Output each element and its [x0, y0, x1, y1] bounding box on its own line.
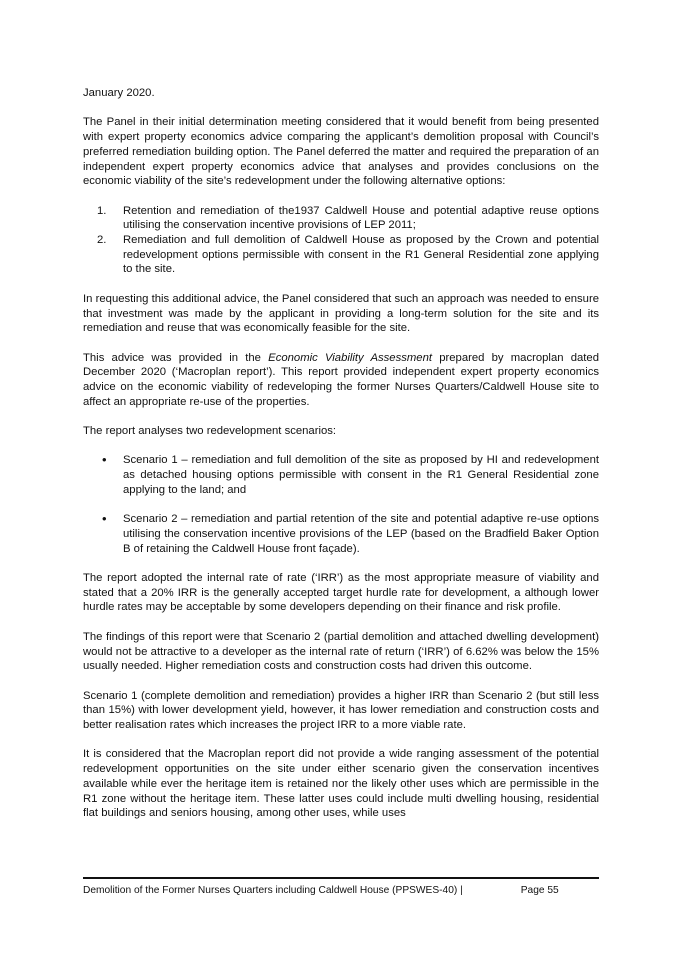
- page-number: Page 55: [520, 885, 559, 896]
- footer-divider: [83, 877, 599, 879]
- scenarios-list: [83, 453, 599, 556]
- paragraph-panel-determination: The Panel in their initial determination meeting considered that it would benefit from being presented with expert property economics advice comparing the applicant’s demolition proposal with Council’s preferred remediation building option. The Panel deferred the matter and required the preparation of an independent expert property economics advice that analyses and provides conclusions on the economic viability of the site’s redevelopment under the following alternative options:: [83, 116, 599, 188]
- list-item: [83, 453, 599, 497]
- list-item: [83, 512, 599, 556]
- paragraph-scenario-1: Scenario 1 (complete demolition and remediation) provides a higher IRR than Scenario 2 (but still less than 15%) with lower development yield, however, it has lower remediation and construction costs and better realisation rates which increases the project IRR to a more viable rate.: [83, 689, 599, 732]
- list-item-text: Scenario 2 – remediation and partial retention of the site and potential adaptive re-use options utilising the conservation incentive provisions of the LEP (based on the Bradfield Baker Option B of retaining the Caldwell House front façade).: [123, 513, 599, 555]
- list-item-text: Remediation and full demolition of Caldwell House as proposed by the Crown and potential redevelopment options permissible with consent in the R1 General Residential zone applying to the site.: [123, 234, 599, 276]
- paragraph-date: January 2020.: [83, 87, 155, 99]
- page-footer: [83, 884, 599, 897]
- list-item-text: Scenario 1 – remediation and full demolition of the site as proposed by HI and redevelopment as detached housing options permissible with consent in the R1 General Residential zone applying to the land; and: [123, 454, 599, 496]
- paragraph-findings: The findings of this report were that Scenario 2 (partial demolition and attached dwelling development) would not be attractive to a developer as the internal rate of return (‘IRR’) of 6.62% was below the 15% usually needed. Higher remediation costs and construction costs had driven this outcome.: [83, 630, 599, 673]
- list-item: [83, 204, 599, 233]
- list-item-text: Retention and remediation of the1937 Caldwell House and potential adaptive reuse options utilising the conservation incentive provisions of LEP 2011;: [123, 204, 599, 232]
- paragraph-scenarios-intro: The report analyses two redevelopment scenarios:: [83, 425, 337, 438]
- bullet-icon: •: [102, 511, 107, 527]
- paragraph-assessment: It is considered that the Macroplan report did not provide a wide ranging assessment of the potential redevelopment opportunities on the site under either scenario given the conservation incentives available while ever the heritage item is retained nor the likely other uses which are permissible in the R1 zone without the heritage item. These latter uses could include multi dwelling housing, residential flat buildings and seniors housing, among other uses, while uses: [83, 748, 599, 820]
- document-body: [83, 86, 599, 836]
- text-run: This advice was provided in the: [83, 351, 269, 364]
- list-item: [83, 233, 599, 277]
- report-title: Economic Viability Assessment: [268, 351, 432, 364]
- paragraph-additional-advice: In requesting this additional advice, the Panel considered that such an approach was needed to ensure that investment was made by the applicant in providing a long-term solution for the site and its remediation and reuse that was economically feasible for the site.: [83, 292, 599, 335]
- paragraph-irr-measure: The report adopted the internal rate of rate (‘IRR’) as the most appropriate measure of viability and stated that a 20% IRR is the generally accepted target hurdle rate for development, a although lower hurdle rates may be acceptable by some developers depending on their finance and risk profile.: [83, 572, 599, 614]
- bullet-icon: •: [102, 452, 107, 468]
- list-number: 2.: [97, 234, 107, 246]
- text-run: prepared by macroplan dated December 2020 (‘Macroplan report’). This report provided independent expert property economics advice on the economic viability of redeveloping the former Nurses Quarters/Caldwell House site to affect an appropriate re-use of the properties.: [83, 351, 599, 408]
- list-number: 1.: [97, 204, 107, 217]
- options-list: [83, 204, 599, 278]
- footer-title: Demolition of the Former Nurses Quarters including Caldwell House (PPSWES-40) |: [83, 885, 463, 896]
- paragraph-macroplan-report: [83, 351, 599, 410]
